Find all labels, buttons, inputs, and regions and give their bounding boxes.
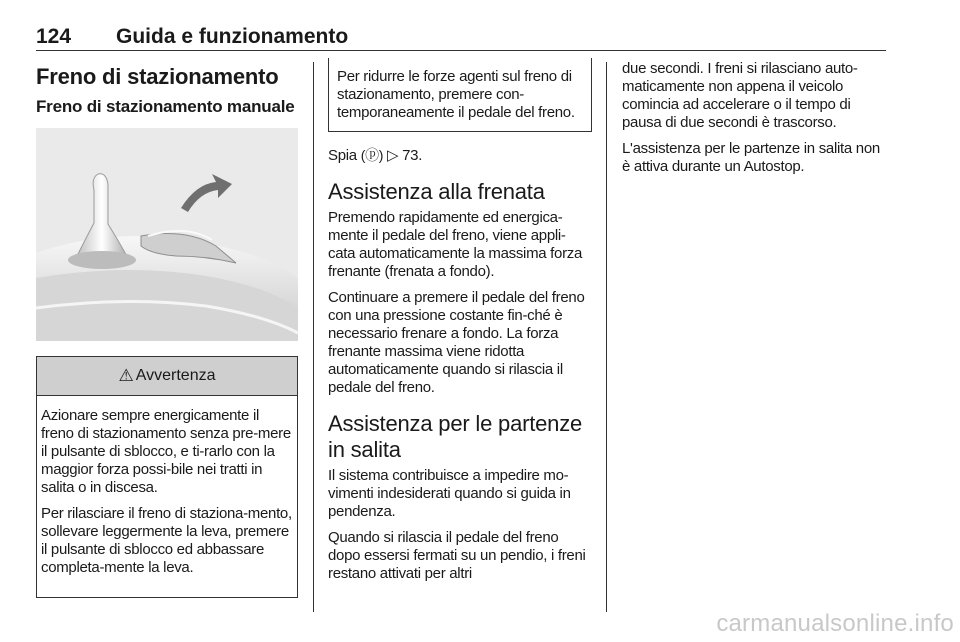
spia-label: Spia (328, 147, 357, 164)
brake-assist-paragraph: Premendo rapidamente ed energica-mente il pedale del freno, viene appli-cata automaticamente la massima forza frenante (frenata a fondo). (328, 209, 583, 280)
warning-light-reference (328, 146, 590, 165)
hill-start-paragraph: Il sistema contribuisce a impedire mo-vimenti indesiderati quando si guida in pendenza. (328, 467, 571, 520)
column-right (622, 60, 888, 184)
subsection-title: Freno di stazionamento manuale (36, 97, 295, 116)
brake-assist-title: Assistenza alla frenata (328, 179, 545, 204)
section-title: Freno di stazionamento (36, 64, 279, 89)
warning-box (36, 356, 298, 598)
note-box (328, 58, 592, 132)
warning-triangle-icon: ⚠ (118, 366, 134, 385)
page-header (36, 22, 886, 51)
warning-paragraph: Azionare sempre energicamente il freno di stazionamento senza pre-mere il pulsante di sblocco, e ti-rarlo con la maggior forza possi-bile nei tratti in salita o in discesa. (41, 407, 291, 496)
note-text: Per ridurre le forze agenti sul freno di stazionamento, premere con-temporaneamente il pedale del freno. (337, 68, 575, 121)
page-reference[interactable]: 73. (402, 147, 423, 164)
hill-start-paragraph: Quando si rilascia il pedale del freno dopo essersi fermati su un pendio, i freni restano attivati per altri (328, 529, 586, 582)
column-divider (606, 62, 607, 612)
lever-drawing (36, 128, 298, 341)
page-reference-arrow-icon: ▷ (387, 147, 399, 164)
hill-start-title: Assistenza per le partenze in salita (328, 411, 583, 462)
column-divider (313, 62, 314, 612)
warning-title: Avvertenza (135, 367, 216, 384)
brake-assist-paragraph: Continuare a premere il pedale del freno con una pressione costante fin-ché è necessario frenare a fondo. La forza frenante massima viene ridotta automaticamente quando si rilascia il pedale del freno. (328, 289, 585, 396)
column-left (36, 60, 298, 598)
column-middle (328, 60, 590, 591)
parking-brake-lever-illustration (36, 128, 298, 341)
warning-body (37, 396, 297, 577)
parking-brake-warning-icon: (ⓟ) (360, 147, 384, 163)
warning-header (37, 357, 297, 396)
warning-paragraph: Per rilasciare il freno di staziona-mento, sollevare leggermente la leva, premere il pulsante di sblocco ed abbassare completa-mente la leva. (41, 505, 292, 576)
page-number: 124 (36, 25, 72, 48)
hill-start-continued-paragraph: due secondi. I freni si rilasciano auto-maticamente non appena il veicolo comincia ad accelerare o il tempo di pausa di due secondi è trascorso. (622, 60, 858, 131)
site-watermark: carmanualsonline.info (716, 610, 954, 637)
chapter-title: Guida e funzionamento (116, 25, 349, 48)
hill-start-continued-paragraph: L'assistenza per le partenze in salita non è attiva durante un Autostop. (622, 140, 880, 175)
